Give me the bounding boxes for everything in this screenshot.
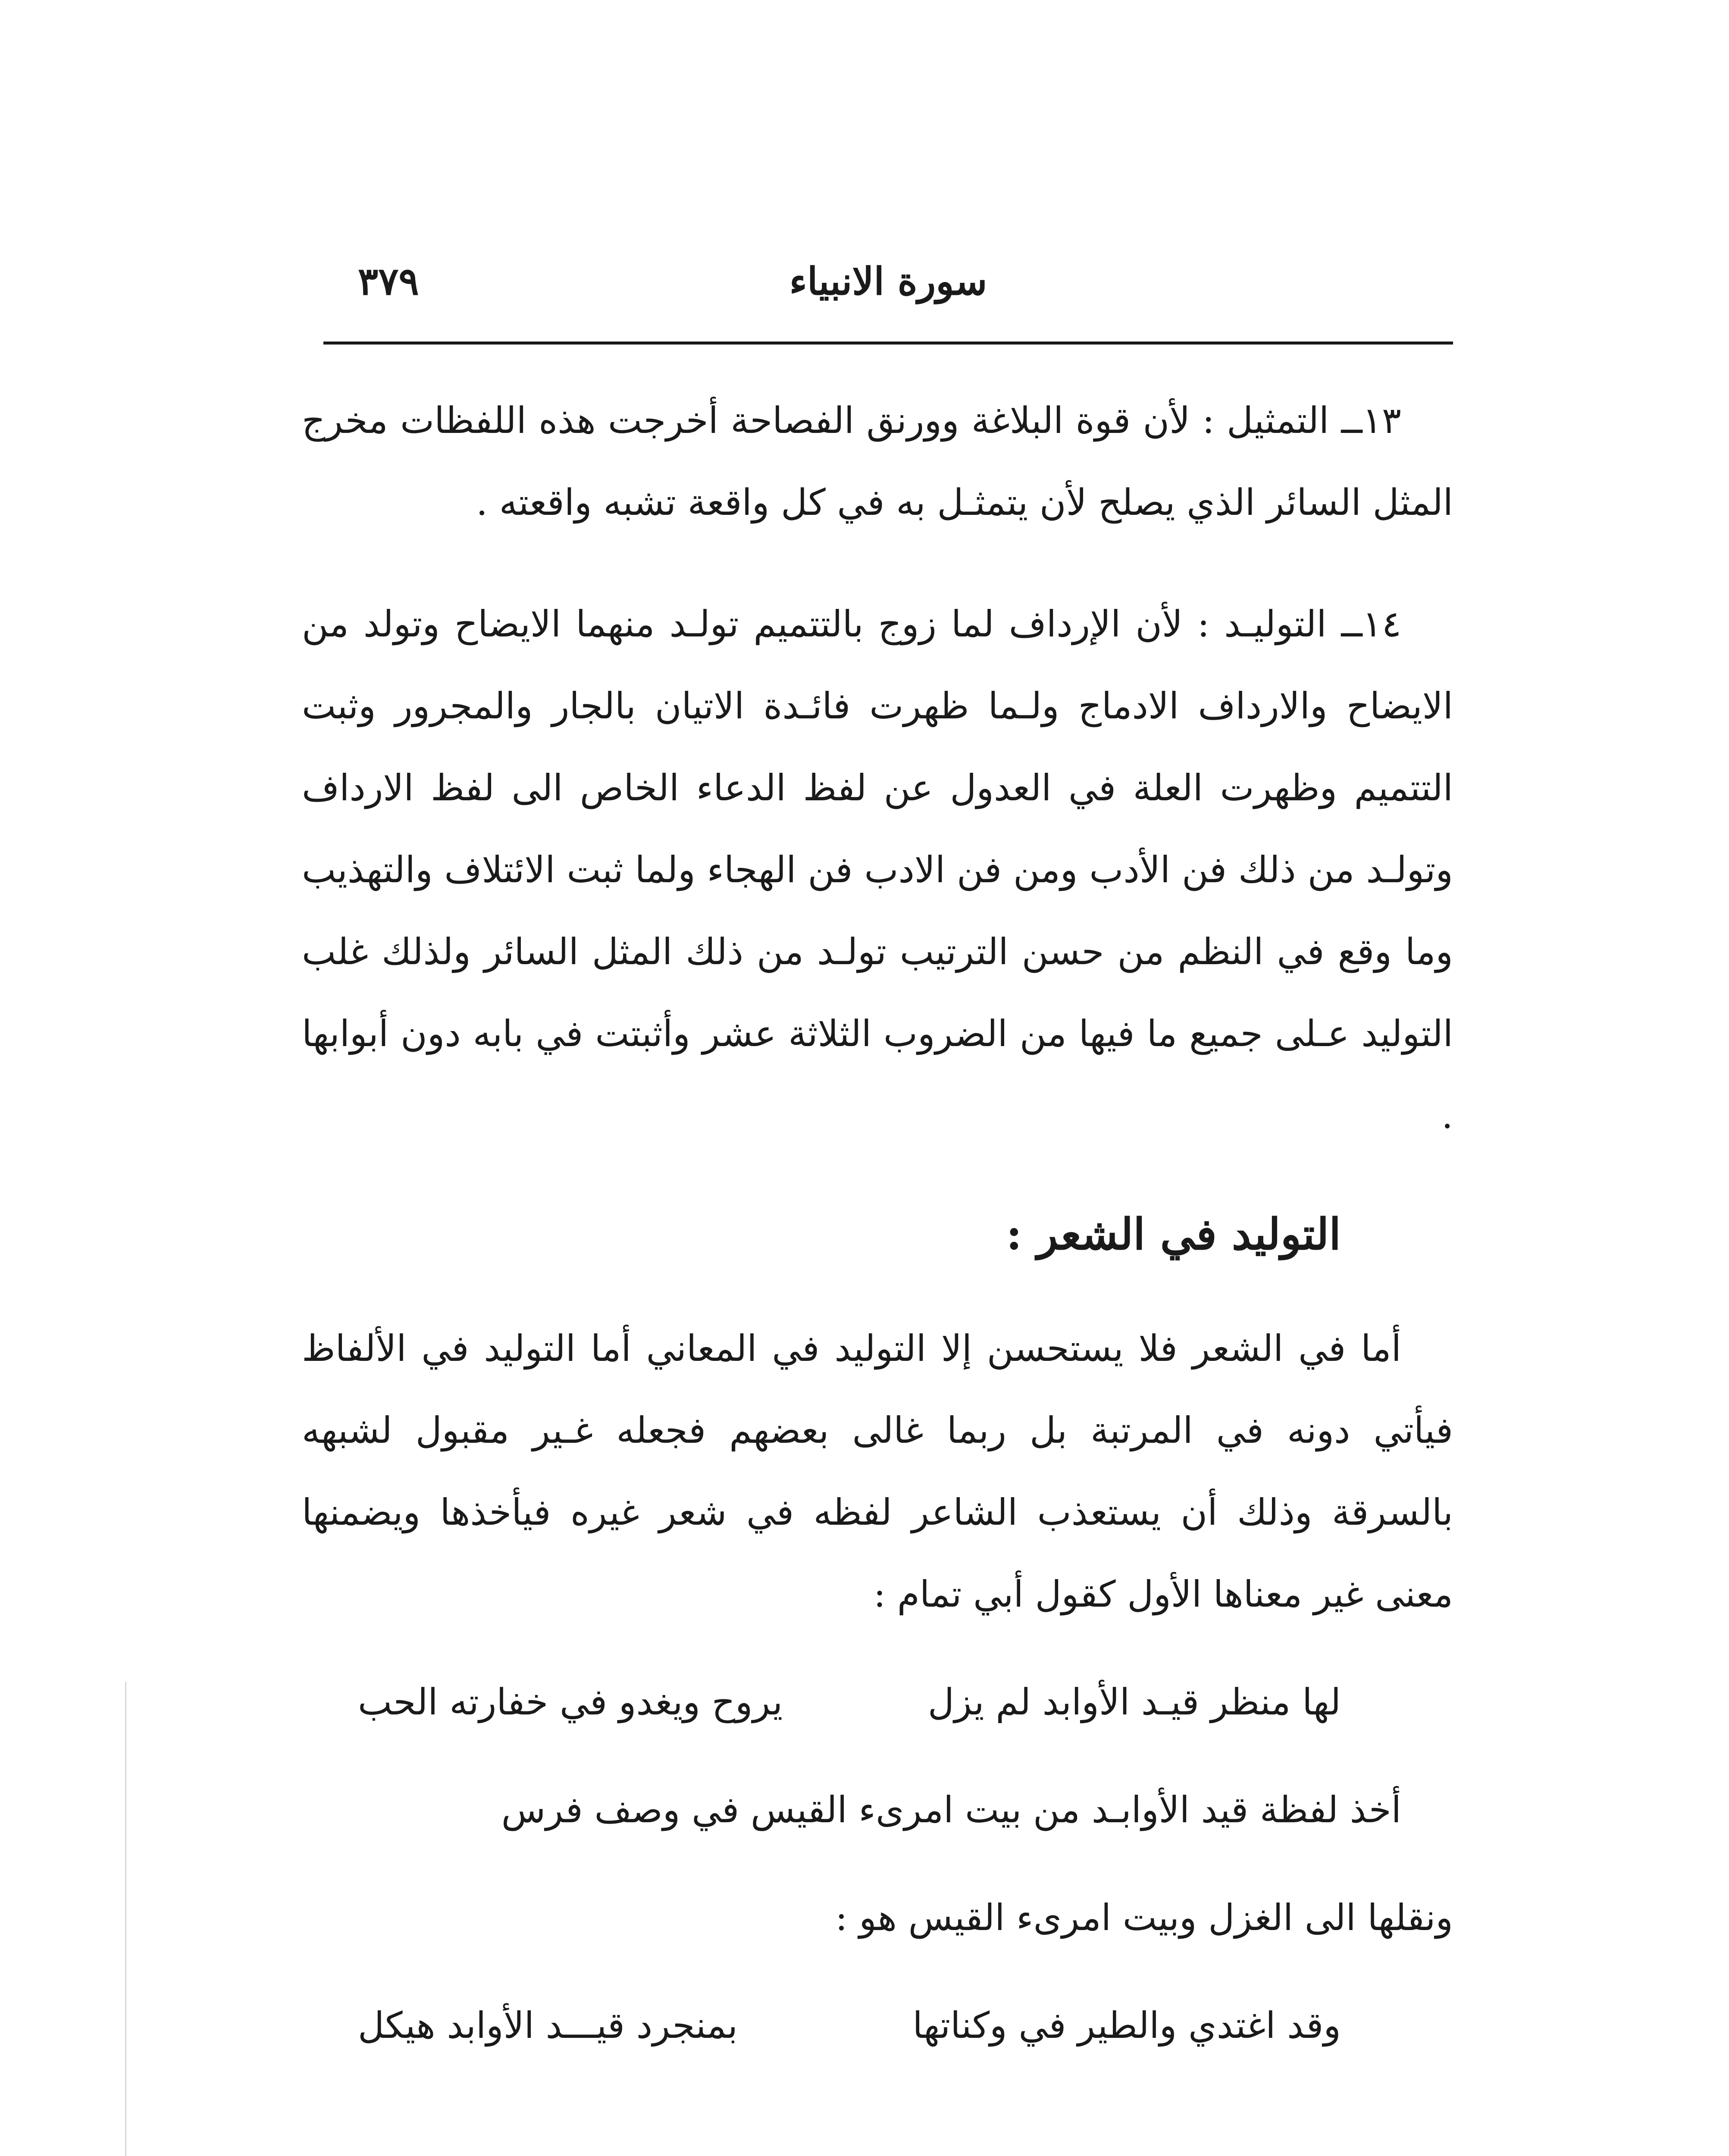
verse-1-second-hemistich: يروح ويغدو في خفارته الحب [358,1681,783,1723]
spacer [302,1156,1453,1187]
header-rule [323,342,1453,345]
spacer [302,1959,1453,1984]
page-number: ٣٧٩ [358,259,419,304]
spacer [302,1635,1453,1661]
section-heading: التوليد في الشعر : [1006,1209,1341,1260]
verse-2-first-hemistich: وقد اغتدي والطير في وكناتها [912,2004,1341,2046]
margin-shadow [125,1682,126,2156]
paragraph-13: ١٣ــ التمثيل : لأن قوة البلاغة وورنق الفصاحة أخرجت هذه اللفظات مخرج المثل السائر الذي يصلح لأن يتمثـل به في كل واقعة تشبه واقعته . [302,399,1453,523]
spacer [302,1743,1453,1769]
page-header [323,241,1453,310]
paragraph-14: ١٤ــ التوليـد : لأن الإرداف لما زوج بالتتميم تولـد منهما الايضاح وتولد من الايضاح والارداف الادماج ولـما ظهرت فائـدة الاتيان بالجار والمجرور وثبت التتميم وظهرت العلة في العدول عن لفظ الدعاء الخاص الى لفظ الارداف وتولـد من ذلك فن الأدب ومن فن الادب فن الهجاء ولما ثبت الائتلاف والتهذيب وما وقع في النظم من حسن الترتيب تولـد من ذلك المثل السائر ولذلك غلب التوليد عـلى جميع ما فيها من الضروب الثلاثة عشر وأثبتت في بابه دون أبوابها . [302,603,1453,1137]
paragraph-took: أخذ لفظة قيد الأوابـد من بيت امرىء القيس في وصف فرس [501,1789,1401,1831]
verse-1 [302,1661,1453,1743]
spacer [302,1282,1453,1307]
verse-1-first-hemistich: لها منظر قيـد الأوابد لم يزل [927,1681,1341,1723]
page-body [302,379,1453,2066]
chapter-title: سورة الانبياء [789,259,987,304]
verse-2-second-hemistich: بمنجرد قيـــد الأوابد هيكل [358,2004,738,2046]
verse-2 [302,1984,1453,2066]
spacer [302,1851,1453,1877]
paragraph-poetry: أما في الشعر فلا يستحسن إلا التوليد في المعاني أما التوليد في الألفاظ فيأتي دونه في المرتبة بل ربما غالى بعضهم فجعله غـير مقبول لشبهه بالسرقة وذلك أن يستعذب الشاعر لفظه في شعر غيره فيأخذها ويضمنها معنى غير معناها الأول كقول أبي تمام : [302,1327,1453,1615]
spacer [302,543,1453,583]
paragraph-moved: ونقلها الى الغزل وبيت امرىء القيس هو : [835,1896,1453,1939]
